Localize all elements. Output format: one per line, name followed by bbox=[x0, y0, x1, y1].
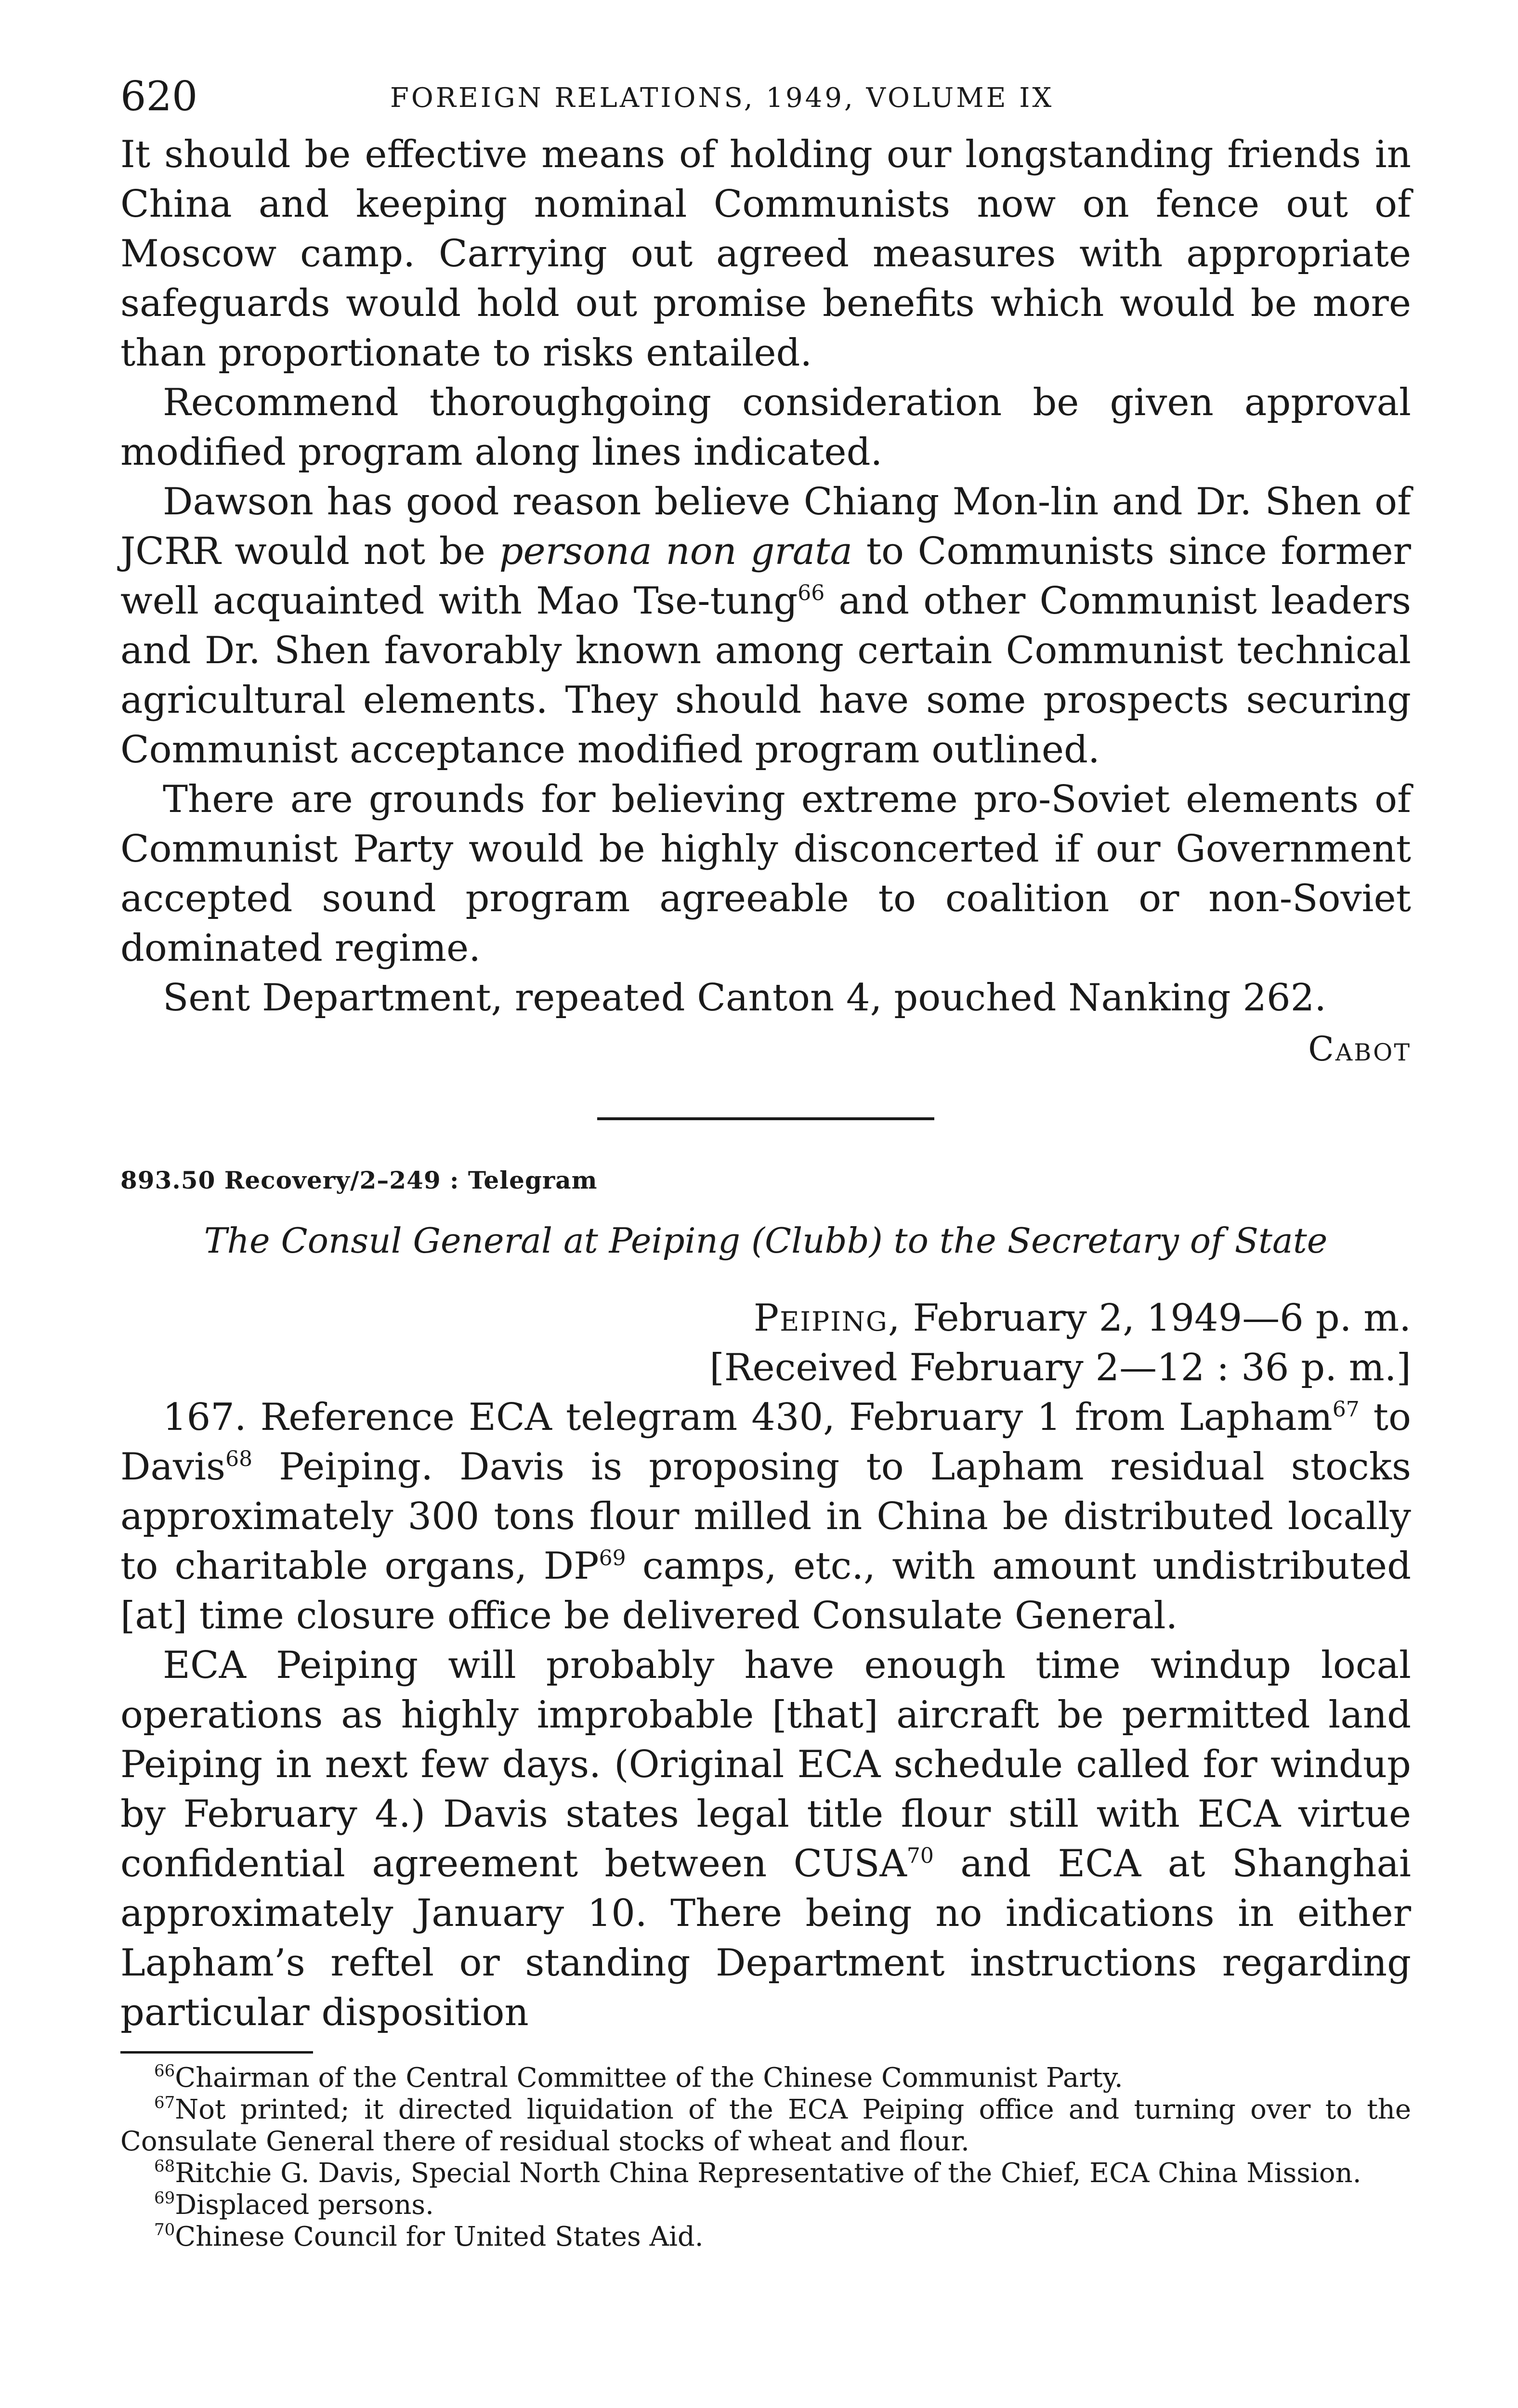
paragraph bbox=[120, 1641, 1411, 2038]
telegram-body bbox=[120, 1393, 1411, 2038]
text-run: Dawson has good reason believe Chiang Mon-lin and Dr. Shen of JCRR would not be bbox=[120, 480, 1411, 573]
footnote-text: Ritchie G. Davis, Special North China Representative of the Chief, ECA China Mission. bbox=[175, 2158, 1361, 2189]
text-run: 167. Reference ECA telegram 430, February 1 from Lapham bbox=[163, 1396, 1333, 1439]
file-reference: 893.50 Recovery/2–249 : Telegram bbox=[120, 1166, 598, 1194]
text-run: to Davis bbox=[120, 1396, 1411, 1489]
telegram-continuation bbox=[120, 130, 1411, 1073]
dateline bbox=[120, 1294, 1411, 1393]
place-name: Peiping, bbox=[753, 1296, 901, 1340]
paragraph: Recommend thoroughgoing consideration be given approval modified program along lines indicated. bbox=[120, 381, 1411, 474]
footnote bbox=[120, 2158, 1411, 2189]
document-title: The Consul General at Peiping (Clubb) to the Secretary of State bbox=[204, 1220, 1328, 1261]
footnote-text: Chinese Council for United States Aid. bbox=[175, 2221, 704, 2252]
text-run: and ECA at Shanghai approximately January 10. There being no indications in either Lapham’s reftel or standing Department instructions regarding particular disposition bbox=[120, 1842, 1411, 2034]
footnotes bbox=[120, 2062, 1411, 2253]
footnote-ref: 69 bbox=[599, 1546, 626, 1570]
running-title: FOREIGN RELATIONS, 1949, VOLUME IX bbox=[390, 82, 1054, 114]
sent-date: February 2, 1949—6 p. m. bbox=[901, 1296, 1411, 1340]
text-run: Peiping. Davis is proposing to Lapham residual stocks approximately 300 tons flour milled in China be distributed locally to charitable organs, DP bbox=[120, 1445, 1411, 1588]
paragraph: Sent Department, repeated Canton 4, pouched Nanking 262. bbox=[163, 976, 1327, 1020]
footnote-mark: 67 bbox=[154, 2093, 175, 2112]
text-run: and other Communist leaders and Dr. Shen favorably known among certain Communist technical agricultural elements. They should have some prospects securing Communist acceptance modified program outlined. bbox=[120, 579, 1411, 772]
running-head bbox=[120, 72, 1411, 130]
received-line: [Received February 2—12 : 36 p. m.] bbox=[709, 1346, 1411, 1389]
footnote-ref: 70 bbox=[906, 1844, 934, 1868]
paragraph bbox=[120, 477, 1411, 775]
footnote bbox=[120, 2094, 1411, 2158]
footnote-ref: 66 bbox=[798, 581, 825, 605]
sent-line bbox=[120, 1294, 1411, 1343]
footnote bbox=[120, 2062, 1411, 2094]
footnote bbox=[120, 2189, 1411, 2221]
text-run: ECA Peiping will probably have enough time windup local operations as highly improbable [that] aircraft be permitted land Peiping in next few days. (Original ECA schedule called for windup by February 4.) Davis states legal title flour still with ECA virtue confidential agreement between CUSA bbox=[120, 1644, 1411, 1885]
text-run: camps, etc., with amount undistributed [at] time closure office be delivered Consulate General. bbox=[120, 1544, 1411, 1637]
signature: Cabot bbox=[1308, 1029, 1411, 1069]
page-number: 620 bbox=[120, 73, 198, 120]
section-divider bbox=[597, 1117, 934, 1120]
text-run: to Communists since former well acquainted with Mao Tse-tung bbox=[120, 530, 1411, 623]
footnote-mark: 66 bbox=[154, 2061, 175, 2081]
italic-phrase: persona non grata bbox=[499, 530, 853, 573]
footnote-ref: 68 bbox=[225, 1447, 253, 1471]
footnote-text: Displaced persons. bbox=[175, 2189, 434, 2221]
footnote-mark: 68 bbox=[154, 2157, 175, 2176]
footnote-divider bbox=[120, 2051, 313, 2054]
footnote-ref: 67 bbox=[1332, 1397, 1360, 1422]
document-page bbox=[120, 72, 1411, 2253]
paragraph: It should be effective means of holding our longstanding friends in China and keeping nominal Communists now on fence out of Moscow camp. Carrying out agreed measures with appropriate safeguards would hold out promise benefits which would be more than proportionate to risks entailed. bbox=[120, 133, 1411, 375]
paragraph: There are grounds for believing extreme pro-Soviet elements of Communist Party would be highly disconcerted if our Government accepted sound program agreeable to coalition or non-Soviet dominated regime. bbox=[120, 778, 1411, 970]
footnote bbox=[120, 2221, 1411, 2253]
footnote-text: Chairman of the Central Committee of the Chinese Communist Party. bbox=[175, 2062, 1123, 2094]
footnote-mark: 70 bbox=[154, 2220, 175, 2239]
footnote-mark: 69 bbox=[154, 2188, 175, 2208]
footnote-text: Not printed; it directed liquidation of the ECA Peiping office and turning over to the Consulate General there of residual stocks of wheat and flour. bbox=[120, 2094, 1411, 2157]
paragraph bbox=[120, 1393, 1411, 1641]
